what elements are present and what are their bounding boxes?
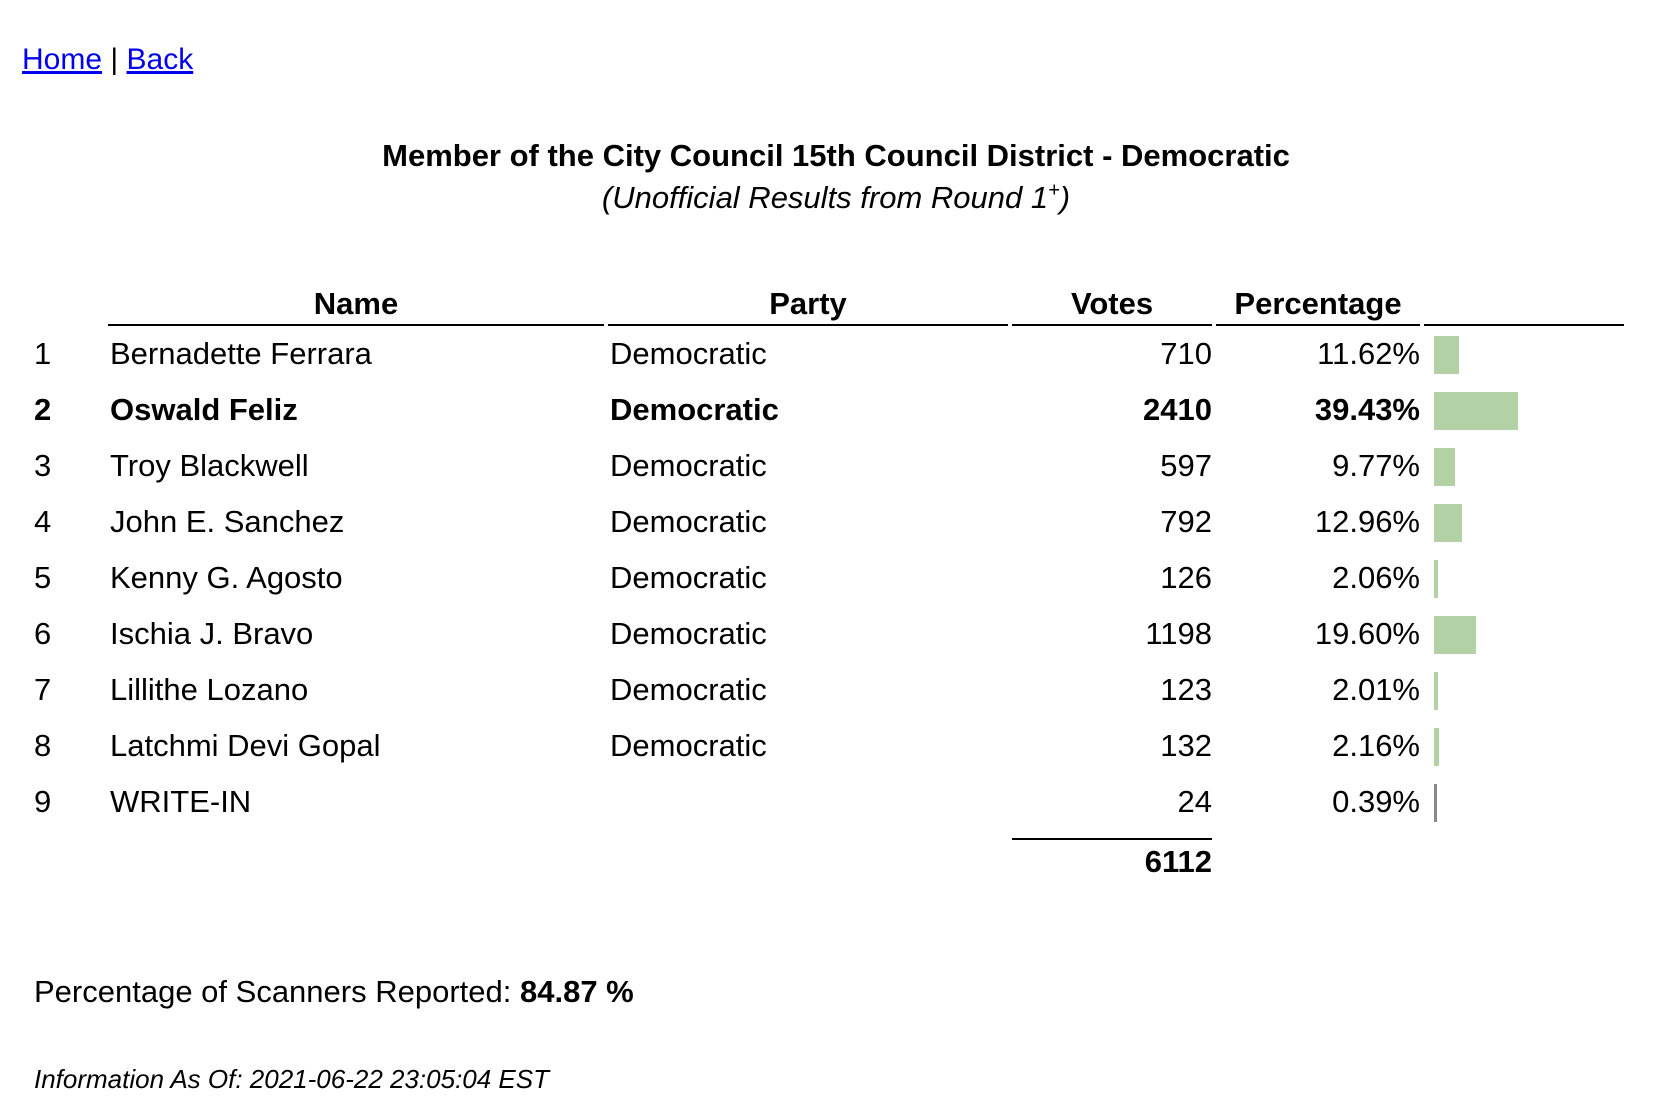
home-link[interactable]: Home [22, 43, 103, 76]
row-rank: 2 [34, 392, 52, 427]
row-bar-cell [1434, 326, 1634, 382]
percentage-bar [1434, 616, 1476, 654]
row-rank: 3 [34, 448, 52, 483]
row-percentage: 11.62% [1317, 336, 1420, 371]
percentage-bar [1434, 448, 1455, 486]
subtitle-text: (Unofficial Results from Round 1 [601, 180, 1049, 215]
row-votes: 792 [1160, 504, 1212, 539]
subtitle-sup: + [1048, 179, 1060, 202]
row-percentage: 2.01% [1332, 672, 1420, 707]
information-as-of: Information As Of: 2021-06-22 23:05:04 EST [34, 1064, 549, 1094]
header-bar [1424, 284, 1624, 326]
total-votes: 6112 [1144, 844, 1212, 879]
scanners-label: Percentage of Scanners Reported: [34, 974, 512, 1009]
row-percentage: 2.06% [1332, 560, 1420, 595]
row-rank: 1 [34, 336, 52, 371]
row-party: Democratic [610, 728, 767, 763]
percentage-bar [1434, 504, 1462, 542]
table-row [0, 662, 1672, 718]
table-row [0, 382, 1672, 438]
row-percentage: 12.96% [1314, 504, 1420, 539]
title-block [0, 136, 1672, 220]
row-name: WRITE-IN [110, 784, 252, 819]
row-rank: 5 [34, 560, 52, 595]
row-name: Lillithe Lozano [110, 672, 309, 707]
row-bar-cell [1434, 438, 1634, 494]
row-percentage: 2.16% [1332, 728, 1420, 763]
row-bar-cell [1434, 382, 1634, 438]
percentage-bar [1434, 560, 1438, 598]
percentage-bar [1434, 672, 1438, 710]
row-bar-cell [1434, 718, 1634, 774]
row-votes: 123 [1160, 672, 1212, 707]
row-bar-cell [1434, 606, 1634, 662]
table-row [0, 606, 1672, 662]
percentage-bar [1434, 336, 1459, 374]
row-votes: 126 [1160, 560, 1212, 595]
row-votes: 1198 [1145, 616, 1212, 651]
scanners-value: 84.87 % [519, 974, 634, 1009]
row-party: Democratic [610, 336, 767, 371]
row-name: John E. Sanchez [110, 504, 345, 539]
row-votes: 710 [1160, 336, 1212, 371]
row-bar-cell [1434, 550, 1634, 606]
row-percentage: 39.43% [1314, 392, 1420, 427]
nav-separator: | [110, 43, 119, 76]
percentage-bar [1434, 728, 1439, 766]
row-bar-cell [1434, 494, 1634, 550]
row-percentage: 19.60% [1314, 616, 1420, 651]
row-party [610, 774, 1010, 830]
header-votes: Votes [1012, 284, 1212, 326]
row-party: Democratic [610, 448, 767, 483]
row-party: Democratic [610, 616, 767, 651]
row-rank: 9 [34, 784, 52, 819]
page-title: Member of the City Council 15th Council District - Democratic [382, 138, 1290, 173]
row-party: Democratic [610, 560, 767, 595]
row-votes: 597 [1160, 448, 1212, 483]
row-party: Democratic [610, 392, 779, 427]
scanners-reported [34, 972, 634, 1012]
header-name: Name [108, 284, 604, 326]
row-party: Democratic [610, 504, 767, 539]
table-row [0, 550, 1672, 606]
row-rank: 7 [34, 672, 52, 707]
table-row [0, 326, 1672, 382]
back-link[interactable]: Back [126, 43, 194, 76]
total-divider [1012, 838, 1212, 840]
row-votes: 24 [1177, 784, 1212, 819]
row-rank: 8 [34, 728, 52, 763]
row-rank: 6 [34, 616, 52, 651]
table-row [0, 774, 1672, 830]
header-party: Party [608, 284, 1008, 326]
row-name: Ischia J. Bravo [110, 616, 314, 651]
percentage-bar [1434, 392, 1518, 430]
row-name: Oswald Feliz [110, 392, 298, 427]
header-percentage: Percentage [1216, 284, 1420, 326]
row-name: Troy Blackwell [110, 448, 309, 483]
row-name: Bernadette Ferrara [110, 336, 372, 371]
page-subtitle [0, 176, 1672, 220]
row-party: Democratic [610, 672, 767, 707]
row-votes: 2410 [1143, 392, 1212, 427]
row-bar-cell [1434, 774, 1634, 830]
row-name: Kenny G. Agosto [110, 560, 343, 595]
row-percentage: 0.39% [1332, 784, 1420, 819]
table-row [0, 494, 1672, 550]
subtitle-close: ) [1059, 180, 1071, 215]
table-row [0, 438, 1672, 494]
row-bar-cell [1434, 662, 1634, 718]
row-votes: 132 [1160, 728, 1212, 763]
table-row [0, 718, 1672, 774]
row-name: Latchmi Devi Gopal [110, 728, 381, 763]
row-percentage: 9.77% [1332, 448, 1420, 483]
percentage-bar [1434, 784, 1437, 822]
nav-links [22, 40, 193, 80]
row-rank: 4 [34, 504, 52, 539]
